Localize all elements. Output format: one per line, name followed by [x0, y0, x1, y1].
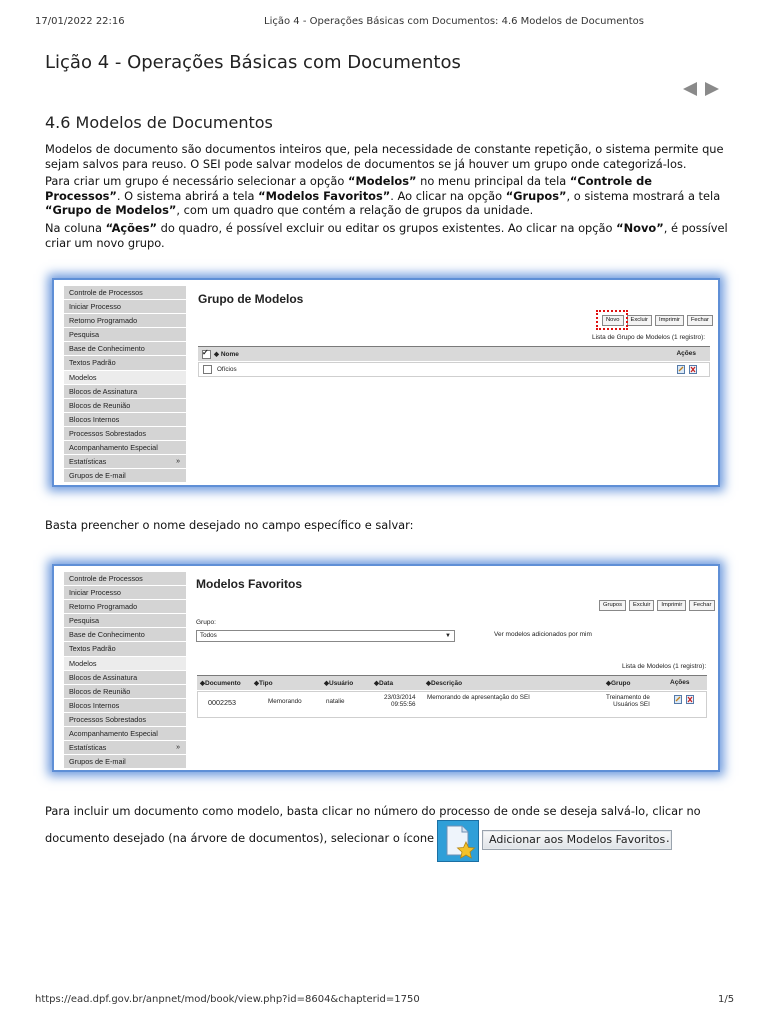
menu-item[interactable]: Retorno Programado — [64, 314, 186, 328]
menu-item[interactable]: Estatísticas » — [64, 741, 186, 755]
menu-item[interactable]: Processos Sobrestados — [64, 713, 186, 727]
delete-icon[interactable] — [686, 695, 694, 704]
print-datetime: 17/01/2022 22:16 — [35, 16, 125, 27]
sei-main-menu — [64, 572, 186, 769]
page-title: Grupo de Modelos — [198, 292, 304, 306]
paragraph-2: Para criar um grupo é necessário selecionar a opção “Modelos” no menu principal da tela “Controle de Processos”. O sistema abrirá a tela “Modelos Favoritos”. Ao clicar na opção “Grupos”, o sistema mostrará a tela “Grupo de Modelos”, com um quadro que contém a relação de grupos da unidade. — [45, 174, 721, 218]
table-header — [197, 675, 707, 690]
imprimir-button[interactable]: Imprimir — [655, 315, 684, 326]
triangle-left-icon[interactable] — [683, 82, 697, 96]
paragraph-4: Basta preencher o nome desejado no campo específico e salvar: — [45, 518, 414, 532]
paragraph-5-end: . — [666, 831, 670, 845]
menu-item[interactable]: Base de Conhecimento — [64, 342, 186, 356]
novo-button[interactable]: Novo — [602, 315, 624, 326]
column-descricao: ◆Descrição — [426, 680, 463, 687]
menu-item[interactable]: Processos Sobrestados — [64, 427, 186, 441]
table-row — [198, 362, 710, 377]
menu-item[interactable]: Controle de Processos — [64, 286, 186, 300]
menu-item[interactable]: Controle de Processos — [64, 572, 186, 586]
screenshot-grupo-de-modelos — [52, 278, 720, 487]
triangle-right-icon[interactable] — [705, 82, 719, 96]
column-tipo: ◆Tipo — [254, 680, 273, 687]
documento-link[interactable]: 0002253 — [208, 698, 236, 707]
menu-item[interactable]: Iniciar Processo — [64, 586, 186, 600]
menu-item[interactable]: Iniciar Processo — [64, 300, 186, 314]
fechar-button[interactable]: Fechar — [687, 315, 713, 326]
menu-item[interactable]: Blocos de Assinatura — [64, 671, 186, 685]
menu-item[interactable]: Blocos de Assinatura — [64, 385, 186, 399]
column-name: ◆ Nome — [214, 351, 239, 358]
menu-item[interactable]: Grupos de E-mail — [64, 469, 186, 483]
menu-item[interactable]: Blocos de Reunião — [64, 685, 186, 699]
chevron-right-icon: » — [176, 458, 180, 466]
print-url: https://ead.dpf.gov.br/anpnet/mod/book/view.php?id=8604&chapterid=1750 — [35, 994, 420, 1005]
dropdown-arrow-icon: ▼ — [445, 633, 451, 639]
menu-item[interactable]: Pesquisa — [64, 614, 186, 628]
table-row — [197, 691, 707, 718]
menu-item[interactable]: Acompanhamento Especial — [64, 441, 186, 455]
excluir-button[interactable]: Excluir — [627, 315, 652, 326]
grupo-cell: Treinamento de Usuários SEI — [606, 694, 650, 708]
novo-highlight — [596, 310, 628, 330]
paragraph-5: Para incluir um documento como modelo, basta clicar no número do processo de onde se deseja salvá-lo, clicar no — [45, 804, 701, 818]
menu-item[interactable]: Textos Padrão — [64, 642, 186, 656]
tipo-cell: Memorando — [268, 698, 302, 705]
usuario-cell: natalie — [326, 698, 345, 705]
column-grupo: ◆Grupo — [606, 680, 631, 687]
document-star-icon[interactable] — [437, 820, 479, 862]
print-doc-title: Lição 4 - Operações Básicas com Documentos: 4.6 Modelos de Documentos — [264, 16, 645, 27]
menu-item[interactable]: Pesquisa — [64, 328, 186, 342]
group-label: Grupo: — [196, 619, 216, 626]
page-title: Modelos Favoritos — [196, 577, 303, 591]
menu-item[interactable]: Blocos de Reunião — [64, 399, 186, 413]
sei-main-menu — [64, 286, 186, 483]
imprimir-button[interactable]: Imprimir — [657, 600, 686, 611]
check-mark-icon: ✓ — [202, 348, 209, 357]
delete-icon[interactable] — [689, 365, 697, 374]
group-select[interactable]: Todos ▼ — [196, 630, 455, 642]
list-caption: Lista de Grupo de Modelos (1 registro): — [592, 334, 706, 341]
menu-item[interactable]: Retorno Programado — [64, 600, 186, 614]
chapter-nav — [683, 82, 723, 98]
lesson-title: Lição 4 - Operações Básicas com Documentos — [45, 52, 461, 73]
paragraph-5-line2: documento desejado (na árvore de documentos), selecionar o ícone — [45, 831, 435, 845]
list-caption: Lista de Modelos (1 registro): — [622, 663, 707, 670]
screenshot-modelos-favoritos — [52, 564, 720, 772]
toolbar — [596, 600, 715, 611]
menu-item[interactable]: Modelos — [64, 371, 186, 385]
chevron-right-icon: » — [176, 744, 180, 752]
menu-item[interactable]: Modelos — [64, 657, 186, 671]
excluir-button[interactable]: Excluir — [629, 600, 654, 611]
row-checkbox[interactable] — [203, 365, 212, 374]
menu-item[interactable]: Grupos de E-mail — [64, 755, 186, 769]
edit-icon[interactable] — [674, 695, 682, 704]
row-name: Ofícios — [217, 366, 237, 373]
column-data: ◆Data — [374, 680, 394, 687]
menu-item[interactable]: Base de Conhecimento — [64, 628, 186, 642]
section-title: 4.6 Modelos de Documentos — [45, 113, 273, 132]
paragraph-3: Na coluna “Ações” do quadro, é possível excluir ou editar os grupos existentes. Ao clicar na opção “Novo”, é possível criar um novo grupo. — [45, 220, 728, 250]
edit-icon[interactable] — [677, 365, 685, 374]
data-cell: 23/03/2014 09:55:56 — [384, 694, 416, 708]
menu-item[interactable]: Estatísticas » — [64, 455, 186, 469]
column-acoes: Ações — [670, 679, 690, 686]
menu-item[interactable]: Blocos Internos — [64, 699, 186, 713]
menu-item[interactable]: Textos Padrão — [64, 356, 186, 370]
paragraph-1: Modelos de documento são documentos inteiros que, pela necessidade de constante repetição, o sistema permite que sejam salvos para reuso. O SEI pode salvar modelos de documentos se já houver um grupo onde categorizá-los. — [45, 142, 724, 171]
my-models-link[interactable]: Ver modelos adicionados por mim — [494, 631, 592, 638]
descricao-cell: Memorando de apresentação do SEI — [427, 694, 530, 701]
menu-item[interactable]: Blocos Internos — [64, 413, 186, 427]
print-page-number: 1/5 — [718, 994, 735, 1005]
add-to-favorites-button[interactable]: Adicionar aos Modelos Favoritos — [482, 830, 672, 850]
grupos-button[interactable]: Grupos — [599, 600, 626, 611]
column-actions: Ações — [676, 350, 696, 357]
fechar-button[interactable]: Fechar — [689, 600, 715, 611]
column-usuario: ◆Usuário — [324, 680, 354, 687]
column-documento: ◆Documento — [200, 680, 241, 687]
menu-item[interactable]: Acompanhamento Especial — [64, 727, 186, 741]
table-header — [198, 346, 710, 361]
intro-text — [45, 142, 731, 253]
